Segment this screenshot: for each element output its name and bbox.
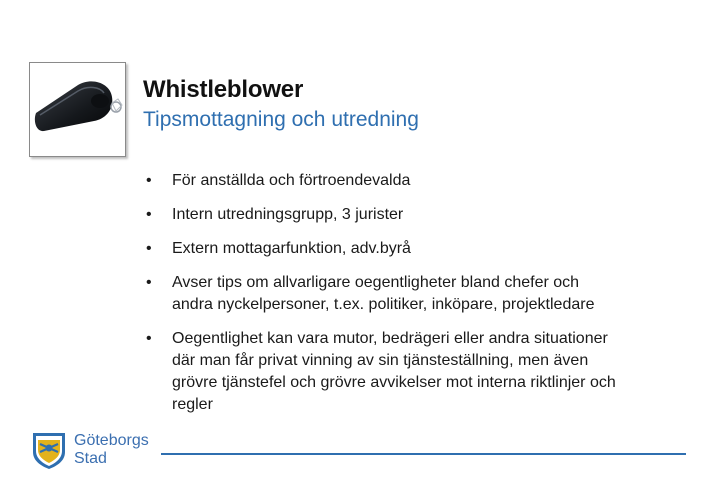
- bullet-text: Avser tips om allvarligare oegentligheter bland chefer och andra nyckelpersoner, t.ex. politiker, inköpare, projektledare: [172, 274, 595, 313]
- logo-line-1: Göteborgs: [74, 432, 149, 449]
- bullet-marker: •: [146, 240, 152, 257]
- slide-subtitle: Tipsmottagning och utredning: [143, 108, 419, 131]
- whistle-photo: [29, 62, 126, 157]
- bullet-marker: •: [146, 172, 152, 189]
- bullet-item: [146, 272, 616, 316]
- bullet-text: Extern mottagarfunktion, adv.byrå: [172, 240, 411, 257]
- city-crest-icon: [30, 430, 68, 470]
- slide-title: Whistleblower: [143, 76, 304, 103]
- bullet-text: Intern utredningsgrupp, 3 jurister: [172, 206, 404, 223]
- bullet-text: För anställda och förtroendevalda: [172, 172, 411, 189]
- bullet-item: [146, 170, 616, 192]
- logo-wordmark: [74, 432, 149, 468]
- whistle-icon: [30, 63, 125, 156]
- bullet-marker: •: [146, 330, 152, 347]
- logo-line-2: Stad: [74, 450, 107, 467]
- goteborgs-stad-logo: [30, 426, 160, 476]
- bullet-list: [146, 170, 616, 428]
- bullet-marker: •: [146, 206, 152, 223]
- bullet-item: [146, 204, 616, 226]
- bullet-marker: •: [146, 274, 152, 291]
- footer-divider: [161, 453, 686, 455]
- bullet-item: [146, 238, 616, 260]
- bullet-text: Oegentlighet kan vara mutor, bedrägeri eller andra situationer där man får privat vinning av sin tjänsteställning, men även grövre tjänstefel och grövre avvikelser mot interna riktlinjer och regler: [172, 330, 616, 413]
- bullet-item: [146, 328, 616, 416]
